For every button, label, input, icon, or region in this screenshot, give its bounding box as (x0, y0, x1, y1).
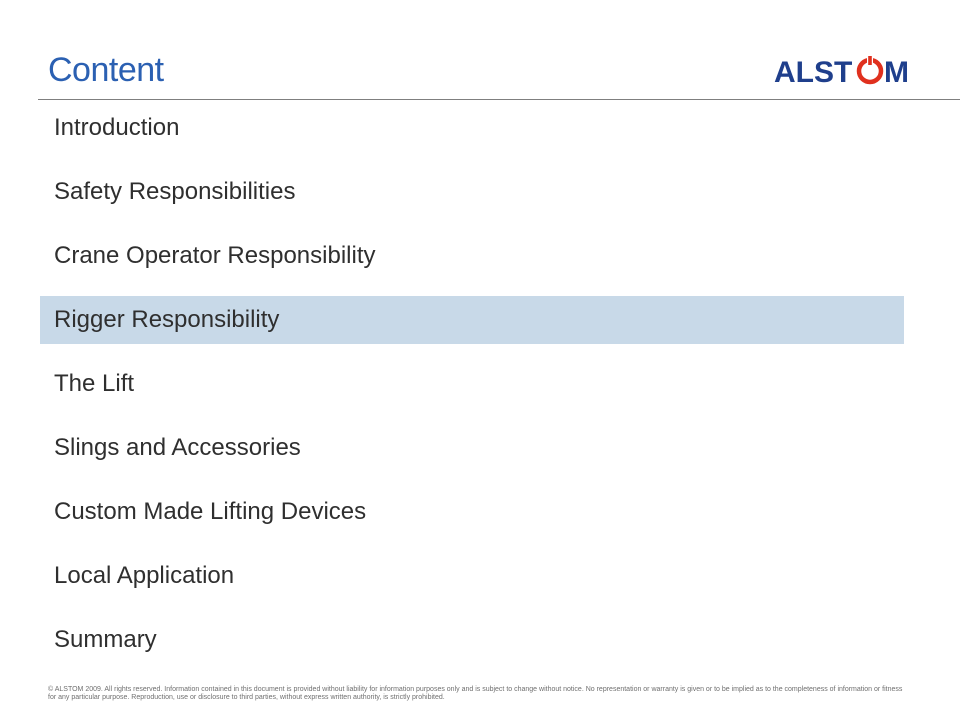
list-item: Summary (54, 626, 157, 653)
svg-text:M: M (884, 56, 909, 88)
list-item: Crane Operator Responsibility (54, 242, 376, 269)
copyright-footer: © ALSTOM 2009. All rights reserved. Information contained in this document is provided without liability for information purposes only and is subject to change without notice. No representation or warranty is given or to be implied as to the completeness of information or fitness for any particular purpose. Reproduction, use or disclosure to third parties, without express written authority, is strictly prohibited. (48, 686, 903, 701)
logo-ring-icon (859, 56, 881, 82)
alstom-logo (774, 56, 928, 88)
list-item-active: Rigger Responsibility (40, 296, 904, 344)
svg-text:ALST: ALST (774, 56, 853, 88)
title-divider (38, 99, 960, 100)
list-item: Local Application (54, 562, 235, 589)
list-item: Slings and Accessories (54, 434, 301, 461)
list-item: Introduction (54, 114, 180, 141)
list-item: The Lift (54, 370, 135, 397)
content-list (40, 104, 904, 680)
list-item: Custom Made Lifting Devices (54, 498, 367, 525)
page-title: Content (48, 51, 164, 89)
list-item: Safety Responsibilities (54, 178, 296, 205)
